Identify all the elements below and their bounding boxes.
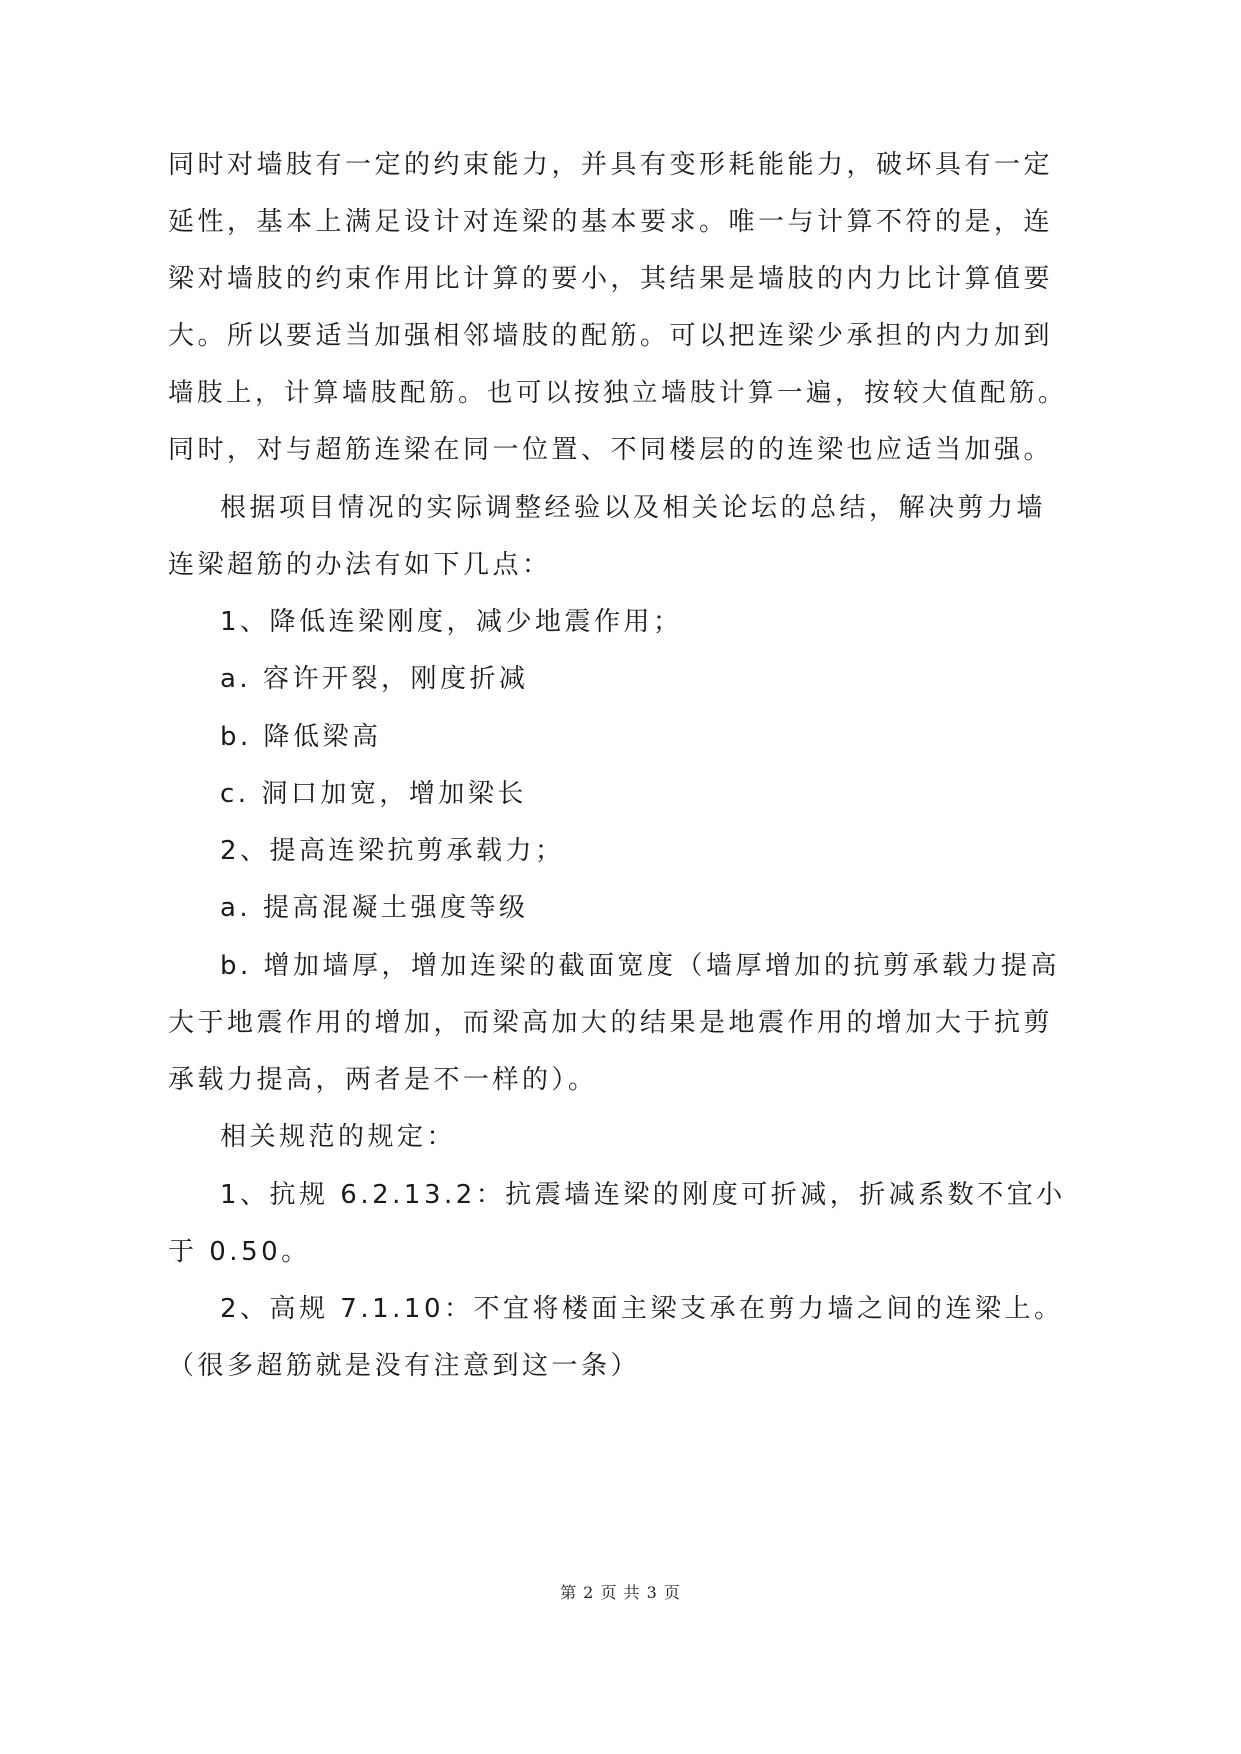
body-line — [0, 774, 1241, 814]
line-text: 大于地震作用的增加，而梁高加大的结果是地震作用的增加大于抗剪 — [168, 1008, 1054, 1038]
line-text: 于 0.50。 — [168, 1237, 311, 1267]
body-line — [0, 1346, 1241, 1386]
line-text: 延性，基本上满足设计对连梁的基本要求。唯一与计算不符的是，连 — [168, 207, 1054, 237]
line-text: 1、降低连梁刚度，减少地震作用； — [220, 607, 683, 637]
body-line — [0, 145, 1241, 185]
line-text: b. 增加墙厚，增加连梁的截面宽度（墙厚增加的抗剪承载力提高 — [220, 951, 1061, 981]
body-line — [0, 545, 1241, 585]
line-text: 承载力提高，两者是不一样的）。 — [168, 1065, 598, 1095]
body-line — [0, 430, 1241, 470]
line-text: 2、提高连梁抗剪承载力； — [220, 836, 565, 866]
body-line — [0, 717, 1241, 757]
body-line — [0, 1175, 1241, 1215]
line-text: 相关规范的规定： — [220, 1122, 457, 1152]
line-text: 根据项目情况的实际调整经验以及相关论坛的总结，解决剪力墙 — [220, 493, 1047, 523]
line-text: a. 提高混凝土强度等级 — [220, 893, 529, 923]
line-text: （很多超筋就是没有注意到这一条） — [168, 1351, 641, 1381]
body-line — [0, 1232, 1241, 1272]
line-text: 连梁超筋的办法有如下几点： — [168, 550, 552, 580]
body-line — [0, 1060, 1241, 1100]
body-line — [0, 488, 1241, 528]
body-line — [0, 888, 1241, 928]
line-text: 梁对墙肢的约束作用比计算的要小，其结果是墙肢的内力比计算值要 — [168, 264, 1054, 294]
page-footer: 第 2 页 共 3 页 — [560, 1583, 681, 1602]
body-line — [0, 1003, 1241, 1043]
body-line — [0, 946, 1241, 986]
body-line — [0, 373, 1241, 413]
line-text: 同时对墙肢有一定的约束能力，并具有变形耗能能力，破坏具有一定 — [168, 150, 1054, 180]
body-line — [0, 831, 1241, 871]
line-text: 大。所以要适当加强相邻墙肢的配筋。可以把连梁少承担的内力加到 — [168, 321, 1054, 351]
line-text: c. 洞口加宽，增加梁长 — [220, 779, 527, 809]
line-text: 同时，对与超筋连梁在同一位置、不同楼层的的连梁也应适当加强。 — [168, 435, 1054, 465]
line-text: 1、抗规 6.2.13.2：抗震墙连梁的刚度可折减，折减系数不宜小 — [220, 1180, 1066, 1210]
body-line — [0, 202, 1241, 242]
line-text: 墙肢上，计算墙肢配筋。也可以按独立墙肢计算一遍，按较大值配筋。 — [168, 378, 1068, 408]
line-text: 2、高规 7.1.10：不宜将楼面主梁支承在剪力墙之间的连梁上。 — [220, 1294, 1064, 1324]
body-line — [0, 259, 1241, 299]
line-text: b. 降低梁高 — [220, 722, 382, 752]
body-line — [0, 1289, 1241, 1329]
body-line — [0, 659, 1241, 699]
body-line — [0, 602, 1241, 642]
line-text: a. 容许开裂，刚度折减 — [220, 664, 529, 694]
body-line — [0, 1117, 1241, 1157]
body-line — [0, 316, 1241, 356]
